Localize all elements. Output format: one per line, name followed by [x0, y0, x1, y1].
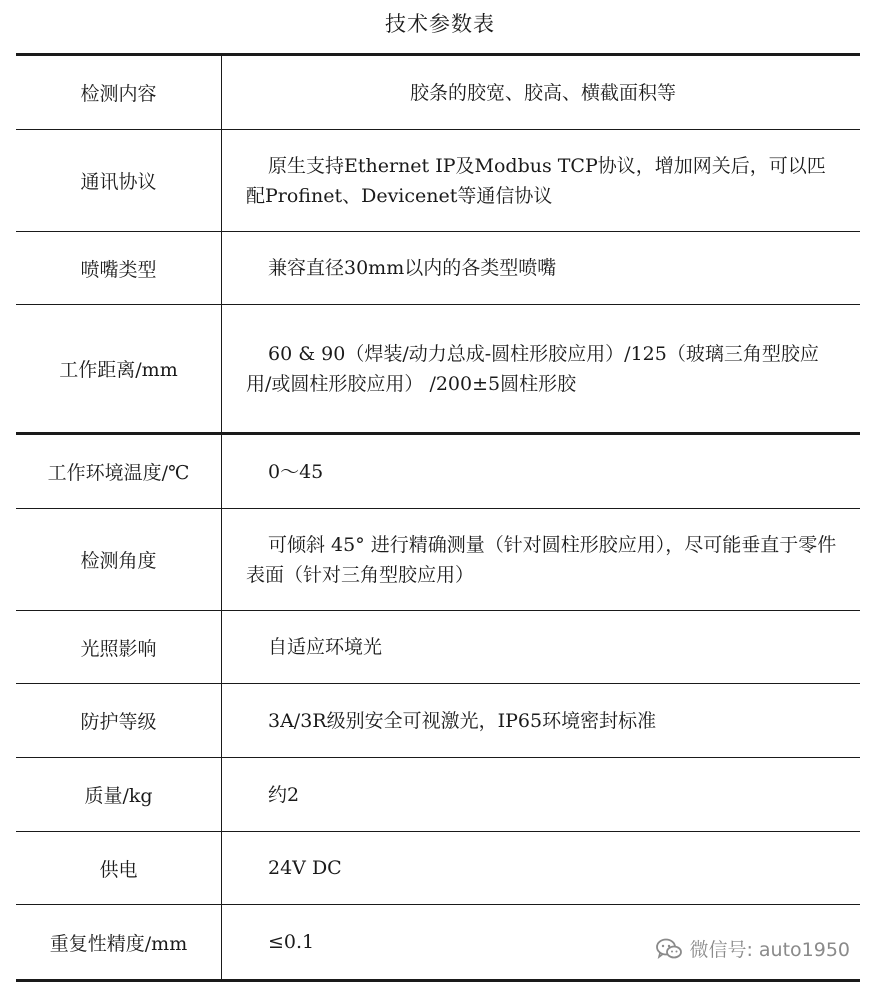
row-value-text: 可倾斜 45° 进行精确测量（针对圆柱形胶应用），尽可能垂直于零件表面（针对三角型胶应用） — [246, 533, 837, 586]
row-label: 喷嘴类型 — [16, 232, 222, 304]
table-row — [16, 130, 860, 232]
table-row — [16, 305, 860, 435]
table-row — [16, 684, 860, 758]
row-label: 重复性精度/mm — [16, 905, 222, 979]
row-label: 工作距离/mm — [16, 305, 222, 432]
table-row — [16, 232, 860, 305]
table-row — [16, 509, 860, 611]
wechat-icon — [655, 937, 683, 961]
table-row — [16, 758, 860, 832]
row-value — [222, 684, 860, 757]
row-label: 防护等级 — [16, 684, 222, 757]
row-value-text: 24V DC — [268, 857, 342, 879]
table-row — [16, 435, 860, 509]
row-label: 检测内容 — [16, 56, 222, 129]
row-label: 质量/kg — [16, 758, 222, 831]
row-value — [222, 758, 860, 831]
table-row — [16, 832, 860, 905]
table-row — [16, 56, 860, 130]
table-title: 技术参数表 — [385, 12, 495, 36]
row-label: 工作环境温度/℃ — [16, 435, 222, 508]
row-value-text: 原生支持Ethernet IP及Modbus TCP协议，增加网关后，可以匹配Profinet、Devicenet等通信协议 — [246, 154, 826, 207]
row-value — [222, 305, 860, 432]
row-label: 光照影响 — [16, 611, 222, 683]
row-label: 检测角度 — [16, 509, 222, 610]
row-value-text: 兼容直径30mm以内的各类型喷嘴 — [268, 257, 557, 279]
row-value-text: 0～45 — [268, 460, 324, 483]
row-label: 供电 — [16, 832, 222, 904]
watermark-text: 微信号: auto1950 — [689, 939, 850, 961]
table-row — [16, 611, 860, 684]
row-value — [222, 509, 860, 610]
row-value — [222, 611, 860, 683]
row-value-text: 约2 — [268, 783, 300, 806]
row-value — [222, 832, 860, 904]
row-value-text: 胶条的胶宽、胶高、横截面积等 — [409, 81, 676, 104]
row-value-text: ≤0.1 — [268, 931, 315, 953]
row-value — [222, 56, 860, 129]
spec-table — [16, 53, 860, 982]
row-value — [222, 130, 860, 231]
row-value-text: 60 & 90（焊装/动力总成-圆柱形胶应用）/125（玻璃三角型胶应用/或圆柱形胶应用） /200±5圆柱形胶 — [246, 342, 819, 395]
row-value — [222, 435, 860, 508]
row-value-text: 3A/3R级别安全可视激光，IP65环境密封标准 — [268, 709, 657, 732]
row-value-text: 自适应环境光 — [268, 636, 383, 658]
watermark — [655, 935, 850, 962]
row-label: 通讯协议 — [16, 130, 222, 231]
row-value — [222, 232, 860, 304]
